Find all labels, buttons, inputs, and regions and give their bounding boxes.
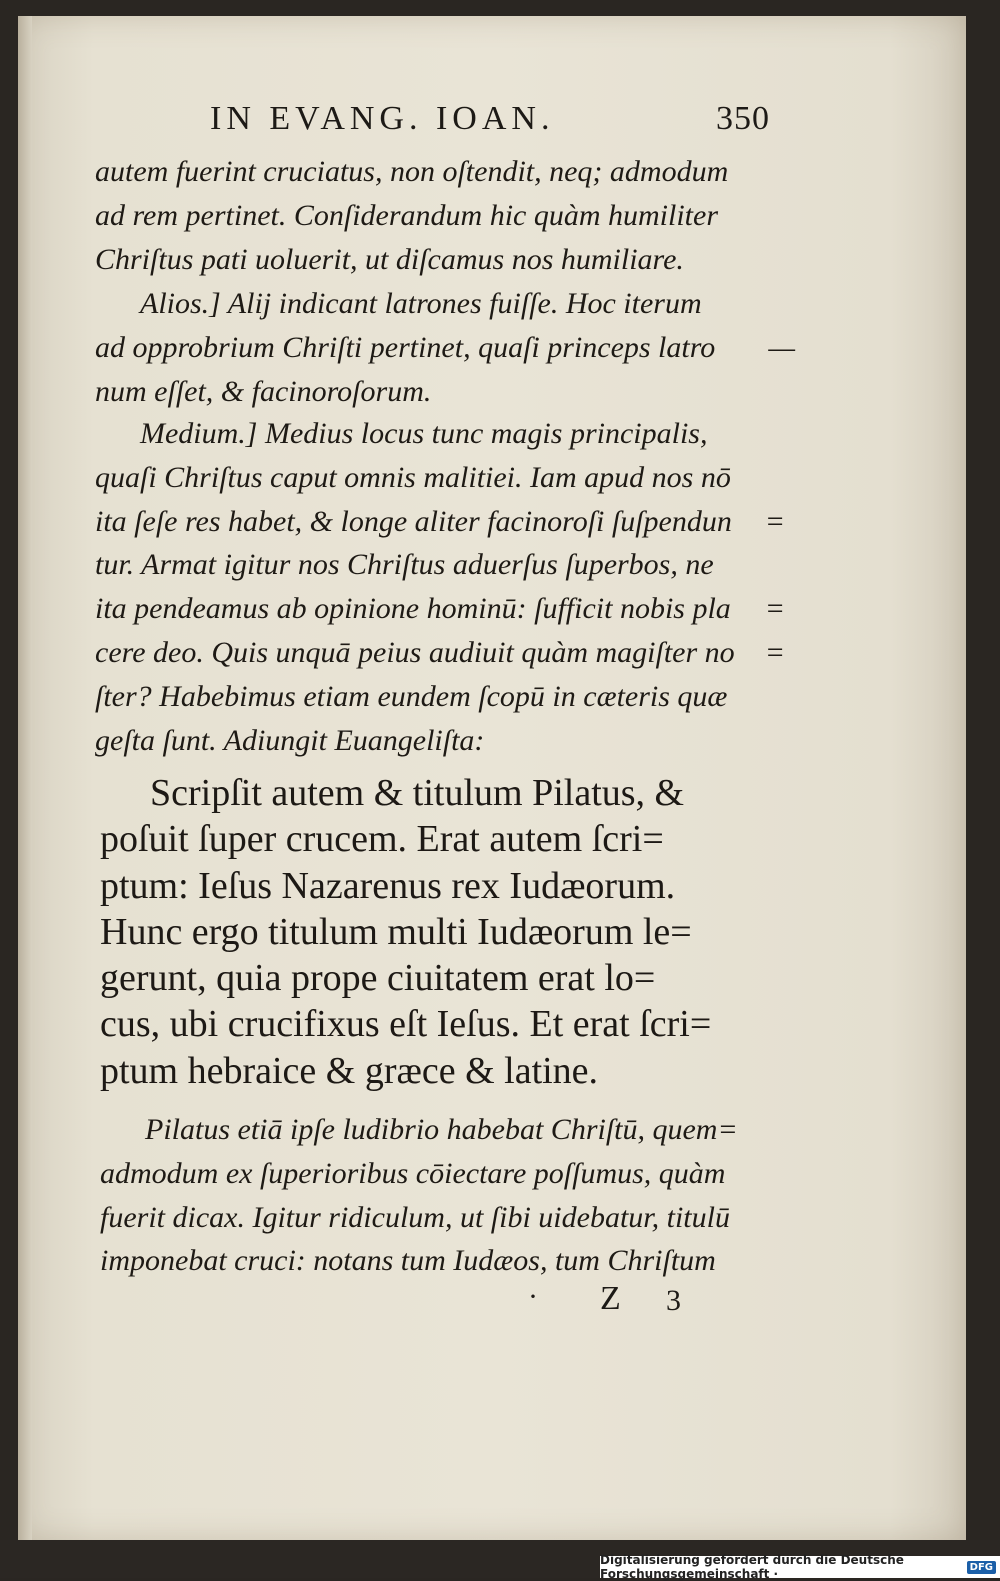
- scripture-line: poſuit ſuper crucem. Erat autem ſcri=: [100, 818, 664, 861]
- funding-footer: [600, 1553, 1000, 1581]
- signature-number: 3: [666, 1284, 681, 1317]
- commentary-paragraph-3: [95, 412, 785, 762]
- line-hyphen: =: [764, 635, 785, 669]
- text-line: admodum ex ſuperioribus cōiectare poſſumus, quàm: [100, 1156, 726, 1190]
- scripture-line: ptum hebraice & græce & latine.: [100, 1049, 599, 1092]
- scripture-line: Scripſit autem & titulum Pilatus, &: [150, 772, 685, 814]
- text-line: Chriſtus pati uoluerit, ut diſcamus nos humiliare.: [95, 242, 684, 276]
- page-binding-shadow: [18, 16, 32, 1540]
- text-line: Pilatus etiā ipſe ludibrio habebat Chriſtū, quem=: [145, 1113, 738, 1146]
- signature-mark: [528, 1280, 720, 1324]
- text-line: ſter? Habebimus etiam eundem ſcopū in cæteris quæ: [95, 679, 728, 713]
- text-line: num eſſet, & facinoroſorum.: [95, 374, 432, 408]
- text-line-content: cere deo. Quis unquā peius audiuit quàm magiſter no: [95, 635, 735, 669]
- text-line: [95, 326, 795, 370]
- text-line: imponebat cruci: notans tum Iudæos, tum Chriſtum: [100, 1244, 716, 1278]
- page-number: 350: [716, 100, 770, 137]
- text-line: autem fuerint cruciatus, non oſtendit, neq; admodum: [95, 155, 729, 188]
- dfg-logo-icon[interactable]: DFG: [967, 1561, 996, 1574]
- commentary-paragraph-1: [95, 150, 765, 281]
- text-line-content: ad opprobrium Chriſti pertinet, quaſi princeps latro: [95, 330, 716, 364]
- text-line: [95, 587, 785, 631]
- scan-bottom-strip: [0, 1540, 1000, 1581]
- scripture-line: cus, ubi crucifixus eſt Ieſus. Et erat ſcri=: [100, 1003, 712, 1046]
- commentary-paragraph-2: [95, 282, 795, 413]
- scripture-line: gerunt, quia prope ciuitatem erat lo=: [100, 957, 656, 1000]
- scripture-passage: [100, 770, 760, 1094]
- text-line: Alios.] Alij indicant latrones fuiſſe. Hoc iterum: [140, 287, 702, 320]
- text-line: [95, 500, 785, 544]
- signature-dot: ·: [528, 1280, 538, 1313]
- text-line: ad rem pertinet. Conſiderandum hic quàm humiliter: [95, 198, 718, 232]
- text-line: geſta ſunt. Adiungit Euangeliſta:: [95, 723, 485, 757]
- text-line: quaſi Chriſtus caput omnis malitiei. Iam apud nos nō: [95, 460, 731, 494]
- text-line-content: ita ſeſe res habet, & longe aliter facinoroſi ſuſpendun: [95, 504, 732, 538]
- line-hyphen: =: [764, 504, 785, 538]
- running-head: [210, 100, 770, 144]
- running-head-title: IN EVANG. IOAN.: [210, 100, 555, 137]
- line-hyphen: =: [764, 592, 785, 626]
- scripture-line: Hunc ergo titulum multi Iudæorum le=: [100, 910, 692, 953]
- text-line: tur. Armat igitur nos Chriſtus aduerſus ſuperbos, ne: [95, 548, 714, 582]
- commentary-paragraph-4: [100, 1108, 770, 1283]
- scripture-line: ptum: Ieſus Nazarenus rex Iudæorum.: [100, 864, 676, 907]
- funding-text: Digitalisierung gefördert durch die Deutsche Forschungsgemeinschaft ·: [600, 1553, 904, 1581]
- line-hyphen: —: [768, 330, 795, 364]
- text-line-content: ita pendeamus ab opinione hominū: ſufficit nobis pla: [95, 592, 731, 626]
- text-line: fuerit dicax. Igitur ridiculum, ut ſibi uidebatur, titulū: [100, 1200, 730, 1234]
- text-line: [95, 631, 785, 675]
- signature-letter: Z: [600, 1280, 621, 1317]
- text-line: Medium.] Medius locus tunc magis principalis,: [140, 417, 708, 450]
